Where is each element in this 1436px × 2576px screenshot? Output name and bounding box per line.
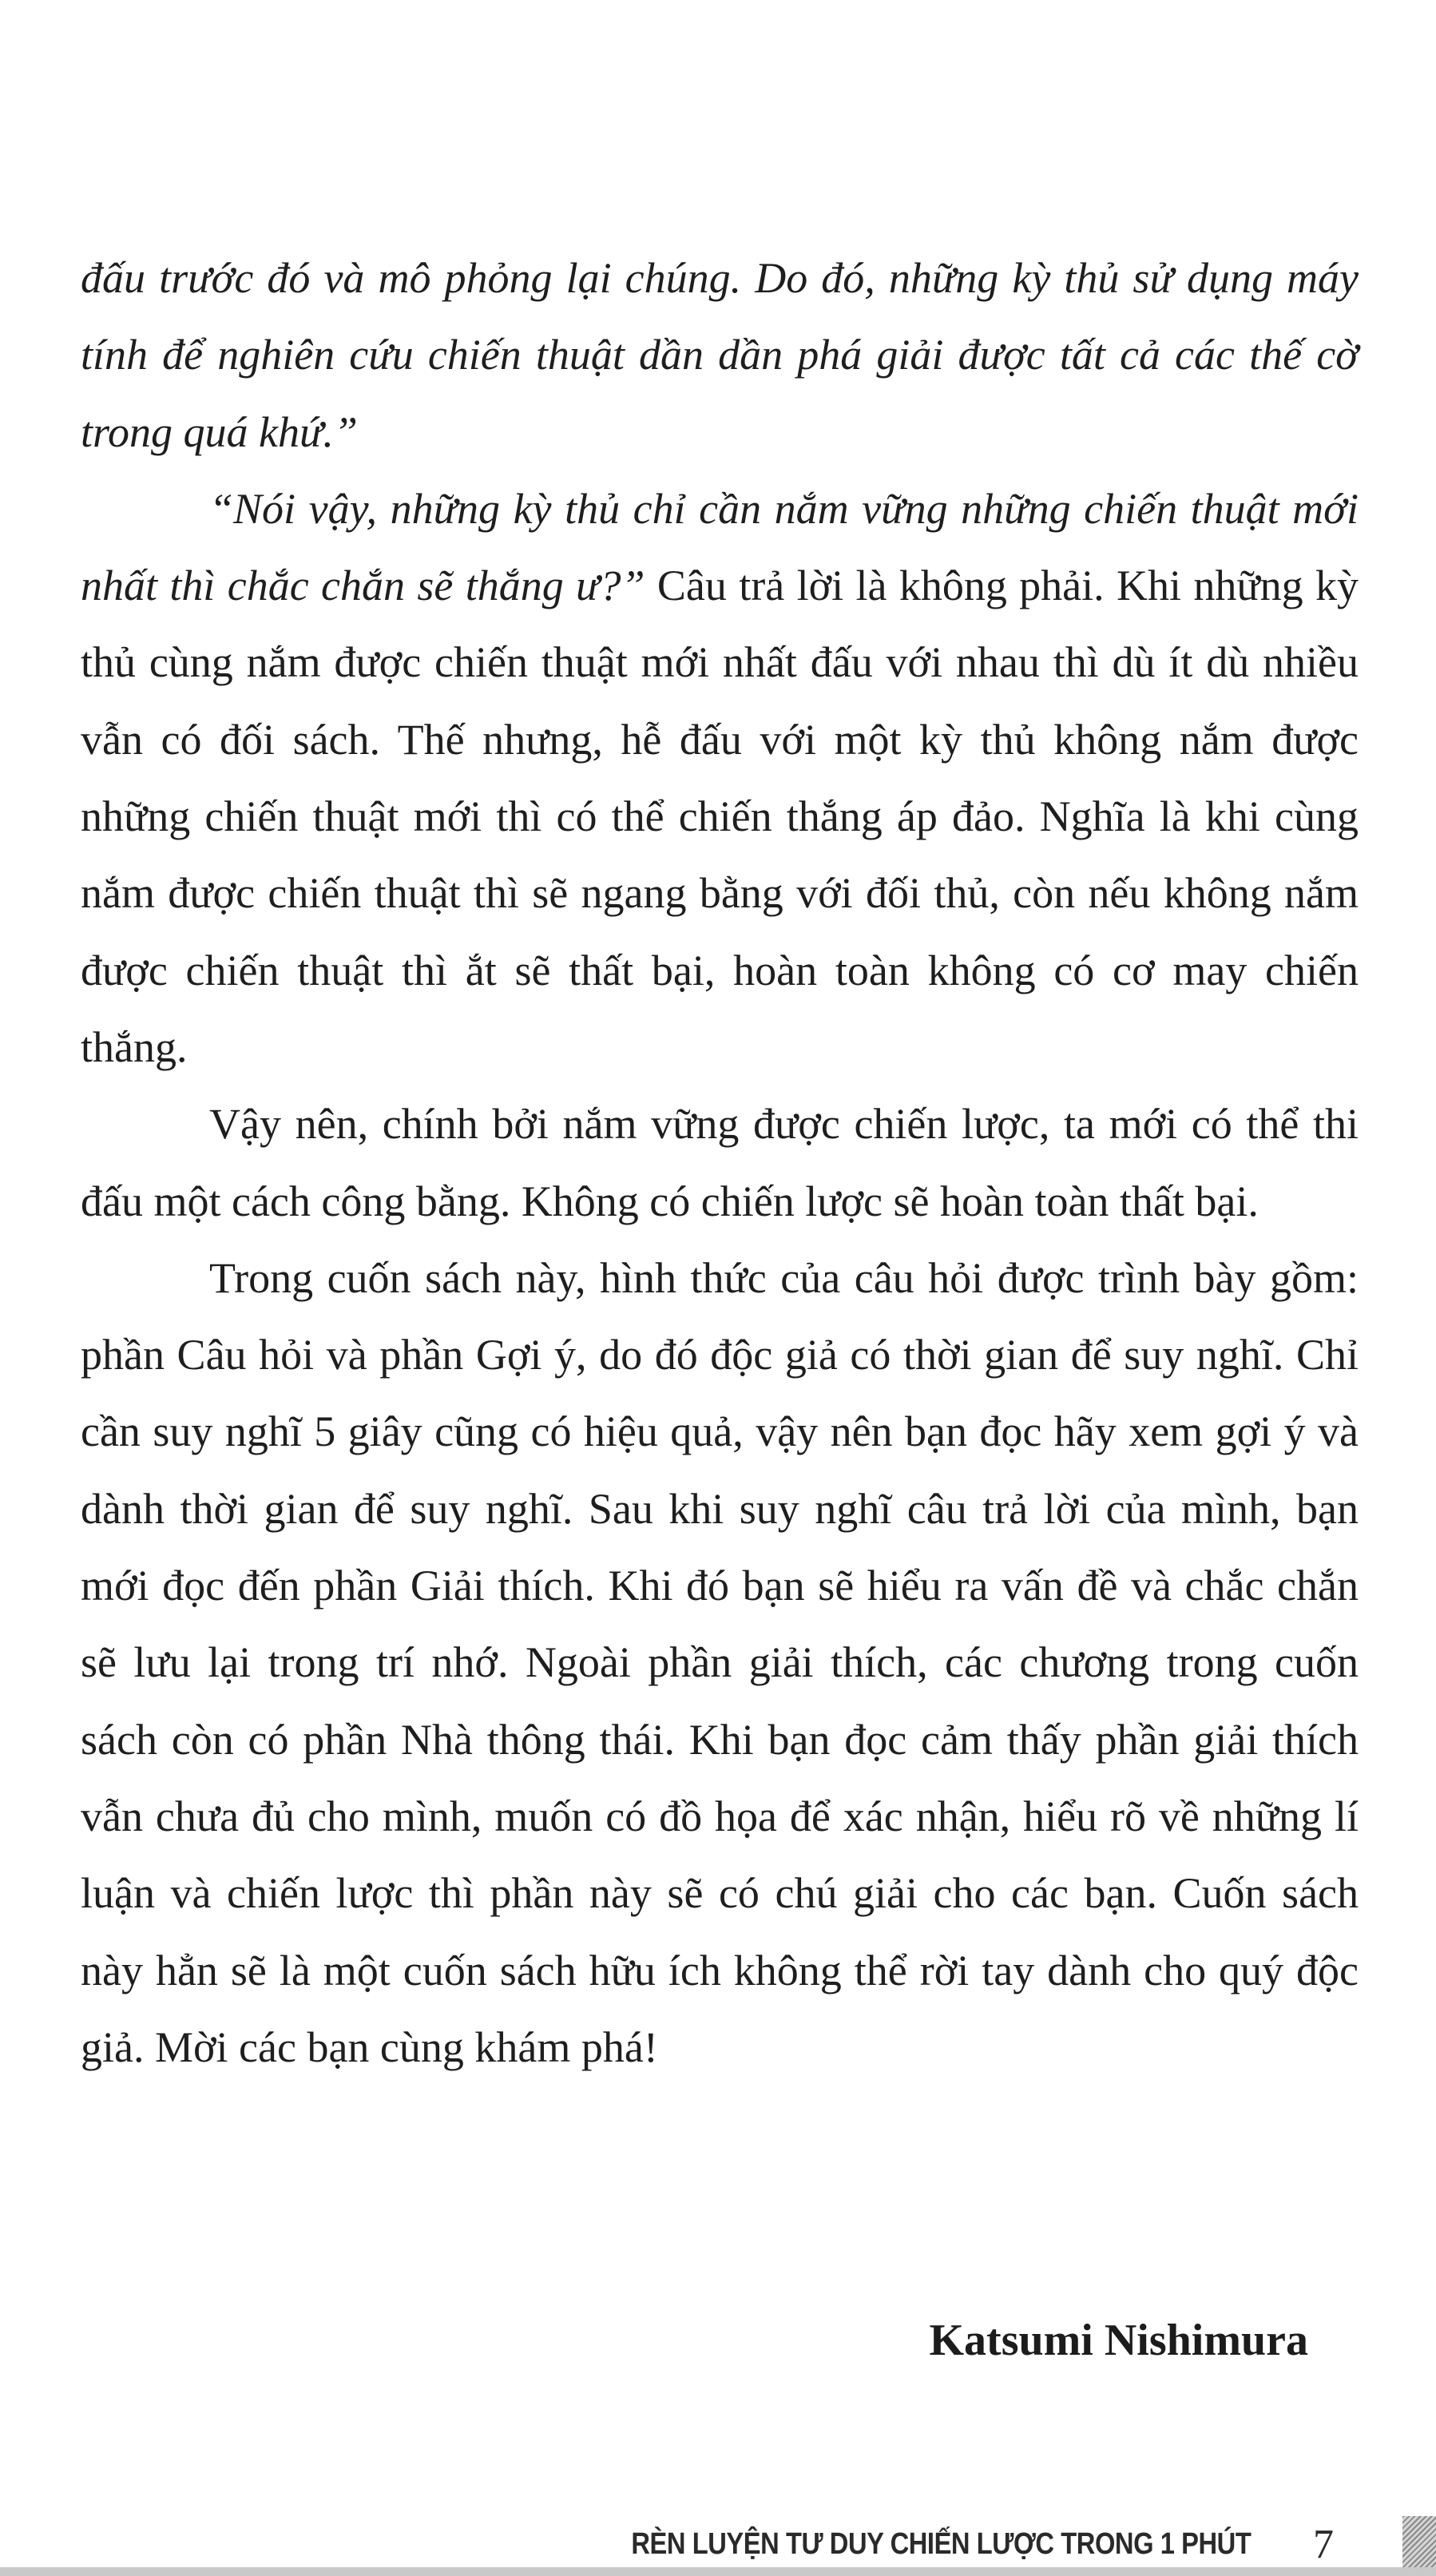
paragraph-2 bbox=[81, 470, 1359, 1086]
page-number: 7 bbox=[1313, 2522, 1334, 2567]
running-title: RÈN LUYỆN TƯ DUY CHIẾN LƯỢC TRONG 1 PHÚT bbox=[630, 2527, 1251, 2561]
quote-question: “Nói vậy, những kỳ thủ chỉ cần nắm vững những chiến thuật mới nhất thì chắc chắn sẽ thắng ư?” bbox=[81, 484, 1359, 610]
author-signature: Katsumi Nishimura bbox=[929, 2316, 1308, 2365]
answer-text: Câu trả lời là không phải. Khi những kỳ thủ cùng nắm được chiến thuật mới nhất đấu với nhau thì dù ít dù nhiều vẫn có đối sách. Thế nhưng, hễ đấu với một kỳ thủ không nắm được những chiến thuật mới thì có thể chiến thắng áp đảo. Nghĩa là khi cùng nắm được chiến thuật thì sẽ ngang bằng với đối thủ, còn nếu không nắm được chiến thuật thì ắt sẽ thất bại, hoàn toàn không có cơ may chiến thắng. bbox=[81, 562, 1359, 1071]
bottom-edge bbox=[0, 2567, 1436, 2576]
edge-pattern-strip bbox=[1402, 2516, 1436, 2572]
paragraph-3: Vậy nên, chính bởi nắm vững được chiến lược, ta mới có thể thi đấu một cách công bằng. Không có chiến lược sẽ hoàn toàn thất bại. bbox=[81, 1100, 1359, 1225]
paragraph-4: Trong cuốn sách này, hình thức của câu hỏi được trình bày gồm: phần Câu hỏi và phần Gợi ý, do đó độc giả có thời gian để suy nghĩ. Chỉ cần suy nghĩ 5 giây cũng có hiệu quả, vậy nên bạn đọc hãy xem gợi ý và dành thời gian để suy nghĩ. Sau khi suy nghĩ câu trả lời của mình, bạn mới đọc đến phần Giải thích. Khi đó bạn sẽ hiểu ra vấn đề và chắc chắn sẽ lưu lại trong trí nhớ. Ngoài phần giải thích, các chương trong cuốn sách còn có phần Nhà thông thái. Khi bạn đọc cảm thấy phần giải thích vẫn chưa đủ cho mình, muốn có đồ họa để xác nhận, hiểu rõ về những lí luận và chiến lược thì phần này sẽ có chú giải cho các bạn. Cuốn sách này hẳn sẽ là một cuốn sách hữu ích không thể rời tay dành cho quý độc giả. Mời các bạn cùng khám phá! bbox=[81, 1253, 1359, 2071]
body-text bbox=[81, 240, 1359, 2086]
paragraph-1: đấu trước đó và mô phỏng lại chúng. Do đó, những kỳ thủ sử dụng máy tính để nghiên cứu chiến thuật dần dần phá giải được tất cả các thế cờ trong quá khứ.” bbox=[81, 254, 1359, 456]
